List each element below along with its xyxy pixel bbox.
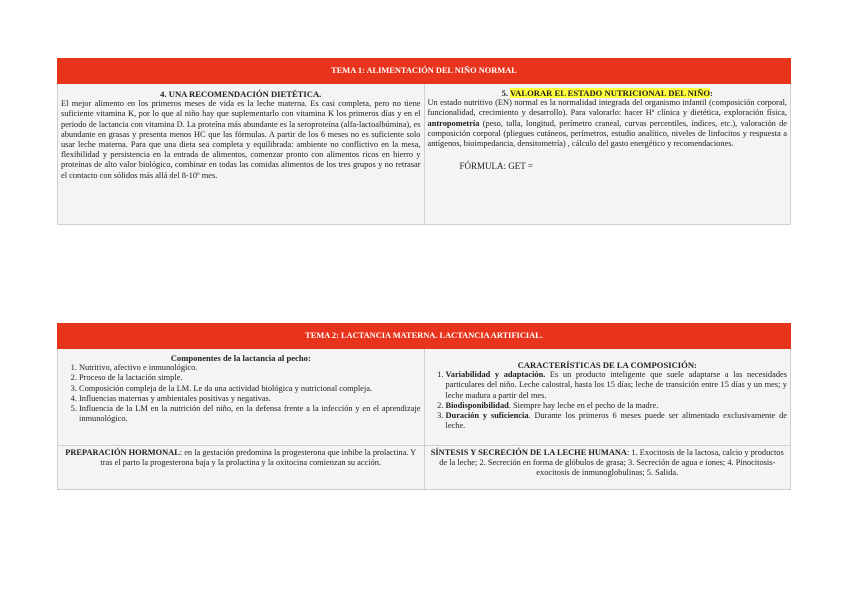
componentes-list (61, 363, 421, 424)
list-item: 4. Influencias maternas y ambientales positivas y negativas. (79, 394, 421, 404)
list-item: 2. Biodisponibilidad. Siempre hay leche en el pecho de la madre. (446, 401, 788, 411)
valorar-cell (424, 84, 791, 225)
sintesis-cell (424, 446, 791, 490)
componentes-title: Componentes de la lactancia al pecho: (170, 353, 311, 363)
formula-get: FÓRMULA: GET = (459, 161, 533, 172)
list-item: 1. Nutritivo, afectivo e inmunológico. (79, 363, 421, 373)
sintesis-text: : 1. Exocitosis de la lactosa, calcio y productos de la leche; 2. Secreción en forma de glóbulos de grasa; 3. Secreción de agua e iones; 4. Pinocitosis-exocitosis de inmunoglobulinas; 5. Salida. (439, 448, 784, 478)
recomendacion-body: El mejor alimento en los primeros meses de vida es la leche materna. Es casi completa, pero no tiene suficiente vitamina K, por lo que al niño hay que suplementarlo con vitamina K los primeros días y en el periodo de lactancia con vitamina D. La proteína más abundante es la seroproteína (alfa-lactoalbúmina), es abundante en grasas y presenta menos HC que las fórmulas. A partir de los 6 meses no es suficiente solo usar leche materna. Para que una dieta sea completa y equilibrada: ambiente no conflictivo en la mesa, flexibilidad y persistencia en la entrada de alimentos, comenzar pronto con alimentos ricos en hierro y proteínas de alto valor biológico, combinar en todas las comidas alimentos de los tres grupos y no retrasar el contacto con sólidos más allá del 8-10º mes. (61, 99, 421, 180)
caracteristicas-title: CARACTERÍSTICAS DE LA COMPOSICIÓN: (517, 360, 697, 370)
tema1-header: TEMA 1: ALIMENTACIÓN DEL NIÑO NORMAL (58, 59, 791, 84)
valorar-title: 5. VALORAR EL ESTADO NUTRICIONAL DEL NIÑO: (501, 88, 713, 98)
recomendacion-cell (58, 84, 425, 225)
valorar-highlight: VALORAR EL ESTADO NUTRICIONAL DEL NIÑO (510, 88, 711, 98)
list-item: 3. Composición compleja de la LM. Le da una actividad biológica y nutricional compleja. (79, 384, 421, 394)
tema1-table (57, 58, 791, 225)
list-item: 1. Variabilidad y adaptación. Es un producto inteligente que suele adaptarse a las necesidades particulares del niño. Leche calostral, hasta los 15 días; leche de transición entre 15 días y un mes; y leche madura a partir del mes. (446, 370, 788, 401)
preparacion-cell (58, 446, 425, 490)
list-item: 2. Proceso de la lactación simple. (79, 373, 421, 383)
componentes-cell (58, 349, 425, 446)
tema2-table (57, 323, 791, 490)
caracteristicas-cell (424, 349, 791, 446)
recomendacion-title: 4. UNA RECOMENDACIÓN DIETÉTICA. (160, 89, 322, 99)
list-item: 3. Duración y suficiencia. Durante los primeros 6 meses puede ser alimentado exclusivamente de leche. (446, 411, 788, 431)
caracteristicas-list (428, 370, 788, 431)
valorar-body: Un estado nutritivo (EN) normal es la normalidad integrada del organismo infantil (composición corporal, funcionalidad, crecimiento y desarrollo). Para valorarlo: hacer Hª clínica y dietética, exploración física, antropometría (peso, talla, longitud, perímetro craneal, curvas percentiles, índices, etc.), valoración de composición corporal (pliegues cutáneos, perímetros, estudio analítico, niveles de linfocitos y respuesta a antígenos, bioimpedancia, densitometría) , cálculo del gasto energético y recomendaciones. (427, 98, 787, 149)
tema2-header: TEMA 2: LACTANCIA MATERNA. LACTANCIA ARTIFICIAL. (58, 324, 791, 349)
preparacion-title: PREPARACIÓN HORMONAL (65, 448, 180, 457)
preparacion-text: : en la gestación predomina la progesterona que inhibe la prolactina. Y tras el parto la progesterona baja y la prolactina y la oxitocina comienzan su acción. (100, 448, 417, 468)
sintesis-title: SÍNTESIS Y SECRECIÓN DE LA LECHE HUMANA (430, 448, 627, 457)
list-item: 5. Influencia de la LM en la nutrición del niño, en la defensa frente a la infección y en el aprendizaje inmunológico. (79, 404, 421, 424)
